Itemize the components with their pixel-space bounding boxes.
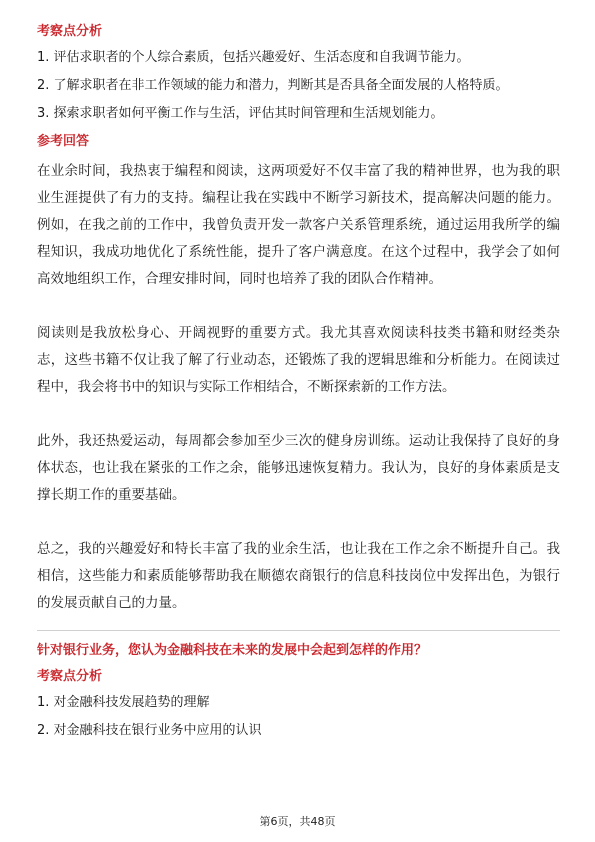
answer-paragraph: 此外，我还热爱运动，每周都会参加至少三次的健身房训练。运动让我保持了良好的身体状态，也让我在紧张的工作之余，能够迅速恢复精力。我认为，良好的身体素质是支撑长期工作的重要基础。	[37, 433, 560, 503]
page-number: 第6页，共48页	[259, 815, 336, 828]
analysis-point: 1. 评估求职者的个人综合素质，包括兴趣爱好、生活态度和自我调节能力。	[37, 50, 470, 65]
answer-heading: 参考回答	[37, 134, 90, 149]
analysis-point: 2. 对金融科技在银行业务中应用的认识	[37, 723, 262, 738]
analysis-heading: 考察点分析	[37, 24, 103, 39]
analysis-point: 2. 了解求职者在非工作领域的能力和潜力，判断其是否具备全面发展的人格特质。	[37, 78, 509, 93]
answer-paragraph: 阅读则是我放松身心、开阔视野的重要方式。我尤其喜欢阅读科技类书籍和财经类杂志，这些书籍不仅让我了解了行业动态，还锻炼了我的逻辑思维和分析能力。在阅读过程中，我会将书中的知识与实际工作相结合，不断探索新的工作方法。	[37, 325, 560, 395]
analysis-point: 3. 探索求职者如何平衡工作与生活，评估其时间管理和生活规划能力。	[37, 106, 444, 121]
page-content	[37, 22, 560, 749]
section-divider	[37, 630, 560, 631]
answer-paragraph: 在业余时间，我热衷于编程和阅读，这两项爱好不仅丰富了我的精神世界，也为我的职业生涯提供了有力的支持。编程让我在实践中不断学习新技术，提高解决问题的能力。例如，在我之前的工作中，我曾负责开发一款客户关系管理系统，通过运用我所学的编程知识，我成功地优化了系统性能，提升了客户满意度。在这个过程中，我学会了如何高效地组织工作，合理安排时间，同时也培养了我的团队合作精神。	[37, 163, 560, 287]
answer-paragraph: 总之，我的兴趣爱好和特长丰富了我的业余生活，也让我在工作之余不断提升自己。我相信，这些能力和素质能够帮助我在顺德农商银行的信息科技岗位中发挥出色，为银行的发展贡献自己的力量。	[37, 541, 560, 611]
analysis-heading: 考察点分析	[37, 669, 103, 684]
analysis-point: 1. 对金融科技发展趋势的理解	[37, 695, 210, 710]
question-heading: 针对银行业务，您认为金融科技在未来的发展中会起到怎样的作用？	[37, 643, 428, 658]
